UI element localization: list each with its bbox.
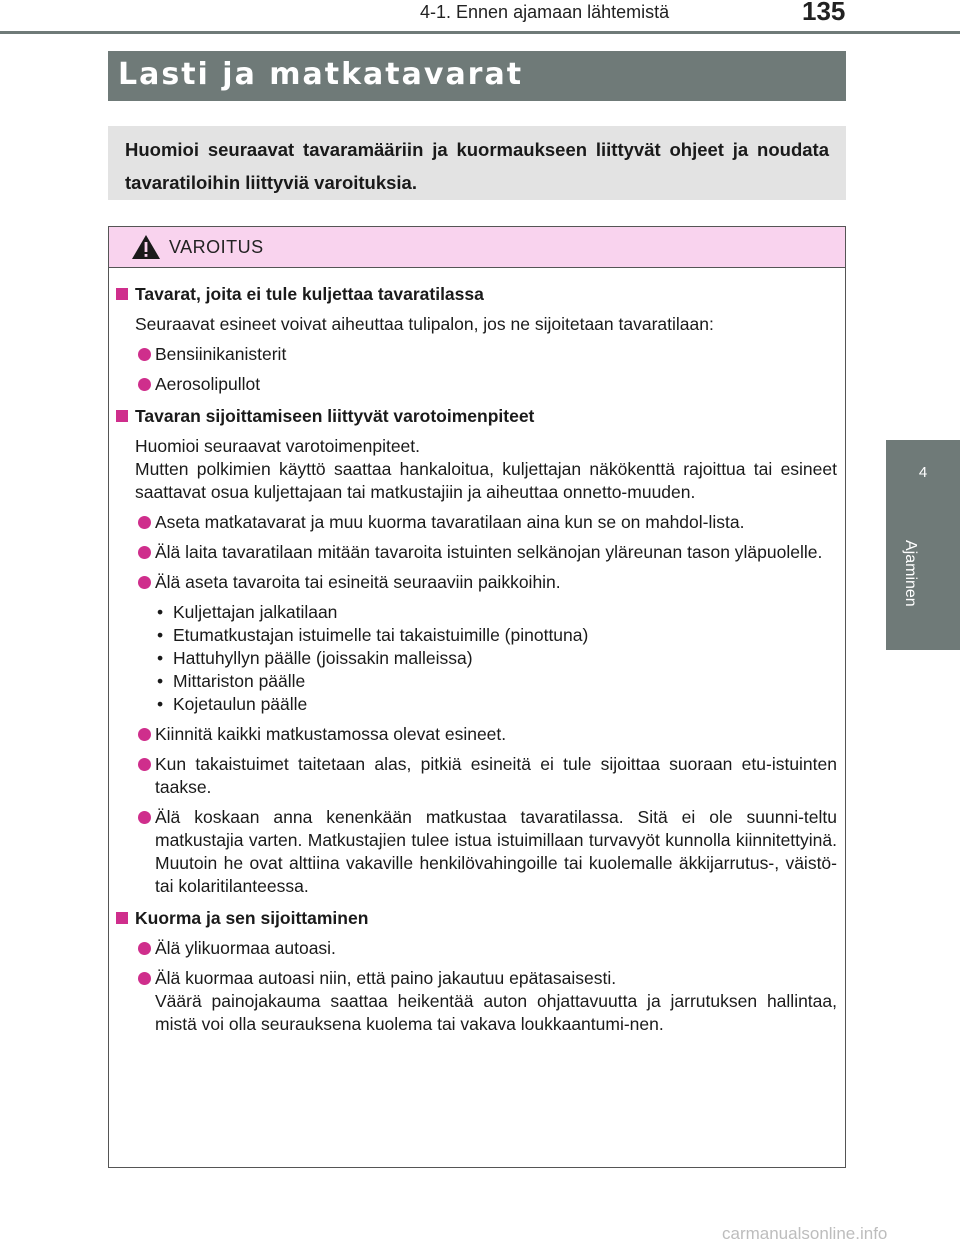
sub-list-item: • Hattuhyllyn päälle (joissakin malleissa) (157, 648, 473, 668)
page-title: Lasti ja matkatavarat (118, 57, 524, 92)
sub-list-item: • Etumatkustajan istuimelle tai takaistuimille (pinottuna) (157, 625, 589, 645)
page-title-bar (108, 51, 846, 101)
paragraph: Seuraavat esineet voivat aiheuttaa tulipalon, jos ne sijoitetaan tavaratilaan: (135, 314, 714, 334)
chapter-side-tab[interactable] (886, 440, 960, 650)
list-item: Älä ylikuormaa autoasi. (109, 937, 845, 960)
list-item: Bensiinikanisterit (109, 343, 845, 366)
warning-title: VAROITUS (169, 237, 264, 257)
round-bullet-icon (138, 811, 151, 824)
chapter-label: Ajaminen (902, 540, 919, 607)
section-heading: Tavarat, joita ei tule kuljettaa tavaratilassa (109, 283, 845, 306)
section-heading: Kuorma ja sen sijoittaminen (109, 907, 845, 930)
warning-triangle-icon (131, 234, 161, 260)
side-tab-mark (956, 622, 959, 625)
section-heading: Tavaran sijoittamiseen liittyvät varotoimenpiteet (109, 405, 845, 428)
round-bullet-icon (138, 972, 151, 985)
intro-box (108, 126, 846, 200)
warning-content (109, 267, 845, 1036)
warning-box (108, 226, 846, 1168)
list-item: Älä koskaan anna kenenkään matkustaa tavaratilassa. Sitä ei ole suunni-teltu matkustajia varten. Matkustajien tulee istua istuimillaan turvavyöt kunnolla kiinnitettyinä. Muutoin he ovat alttiina vakaville henkilövahingoille tai kuolemalle äkkijarrutus-, väistö- tai kolaritilanteessa. (109, 806, 845, 898)
list-item: Kun takaistuimet taitetaan alas, pitkiä esineitä ei tule sijoittaa suoraan etu-istuinten taakse. (109, 753, 845, 799)
round-bullet-icon (138, 758, 151, 771)
chapter-number: 4 (918, 464, 928, 481)
intro-text: Huomioi seuraavat tavaramääriin ja kuormaukseen liittyvät ohjeet ja noudata tavaratiloihin liittyviä varoituksia. (125, 139, 829, 193)
paragraph: Huomioi seuraavat varotoimenpiteet. Mutten polkimien käyttö saattaa hankaloitua, kuljettajan näkökenttä rajoittua tai esineet saattavat osua kuljettajaan tai matkustajiin ja aiheuttaa onnetto-muuden. (135, 436, 837, 502)
round-bullet-icon (138, 516, 151, 529)
list-item: Älä aseta tavaroita tai esineitä seuraaviin paikkoihin. (109, 571, 845, 594)
round-bullet-icon (138, 576, 151, 589)
round-bullet-icon (138, 378, 151, 391)
round-bullet-icon (138, 942, 151, 955)
sub-list-item: • Mittariston päälle (157, 671, 306, 691)
square-bullet-icon (116, 410, 128, 422)
list-item: Aerosolipullot (109, 373, 845, 396)
page-number: 135 (802, 0, 846, 26)
round-bullet-icon (138, 348, 151, 361)
header-rule (0, 31, 960, 34)
sub-list-item: • Kuljettajan jalkatilaan (157, 602, 338, 622)
warning-header (109, 227, 845, 268)
watermark: carmanualsonline.info (722, 1224, 888, 1243)
round-bullet-icon (138, 728, 151, 741)
list-item: Kiinnitä kaikki matkustamossa olevat esineet. (109, 723, 845, 746)
round-bullet-icon (138, 546, 151, 559)
list-item: Aseta matkatavarat ja muu kuorma tavaratilaan aina kun se on mahdol-lista. (109, 511, 845, 534)
list-item: Älä laita tavaratilaan mitään tavaroita istuinten selkänojan yläreunan tason yläpuolelle. (109, 541, 845, 564)
square-bullet-icon (116, 288, 128, 300)
square-bullet-icon (116, 912, 128, 924)
sub-list-item: • Kojetaulun päälle (157, 694, 308, 714)
list-item: Älä kuormaa autoasi niin, että paino jakautuu epätasaisesti. Väärä painojakauma saattaa heikentää auton ohjattavuutta ja jarrutuksen hallintaa, mistä voi olla seurauksena kuolema tai vakava loukkaantumi-nen. (109, 967, 845, 1036)
header-section-title: 4-1. Ennen ajamaan lähtemistä (420, 2, 670, 22)
